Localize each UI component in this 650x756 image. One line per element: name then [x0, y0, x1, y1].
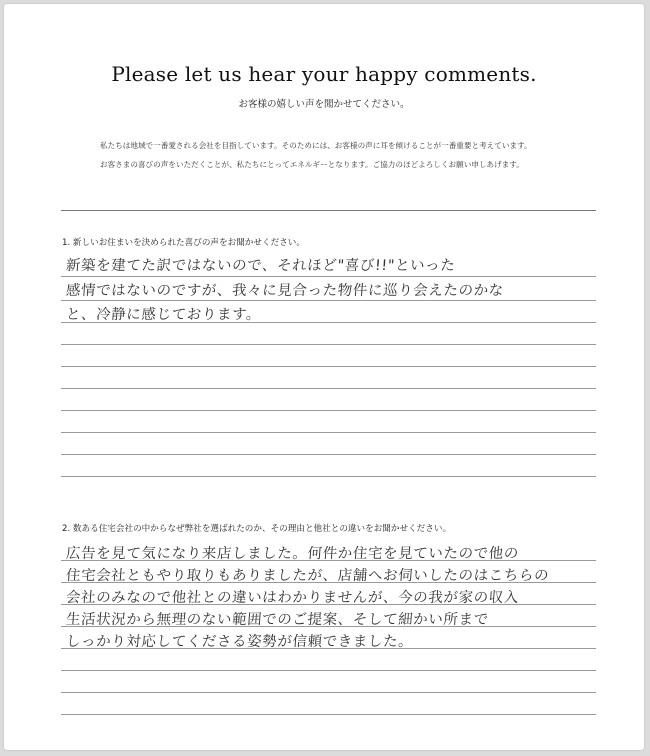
- handwritten-answer-line: 会社のみなので他社との違いはわかりませんが、今の我が家の収入: [65, 590, 520, 606]
- handwritten-answer-line: 感情ではないのですが、我々に見合った物件に巡り会えたのかな: [65, 283, 505, 299]
- intro-line: 私たちは地域で一番愛される会社を目指しています。そのためには、お客様の声に耳を傾けることが一番重要と考えています。: [100, 141, 532, 150]
- answer-line: [61, 476, 596, 477]
- answer-line: [61, 300, 596, 301]
- handwritten-answer-line: 新築を建てた訳ではないので、それほど"喜び!!"といった: [65, 258, 456, 274]
- page-subtitle: お客様の嬉しい声を聞かせてください。: [238, 99, 410, 110]
- page-title: Please let us hear your happy comments.: [111, 62, 537, 86]
- answer-line: [61, 692, 596, 693]
- handwritten-answer-line: しっかり対応してくださる姿勢が信頼できました。: [65, 634, 414, 650]
- answer-line: [61, 344, 596, 345]
- question-2-label: 2. 数ある住宅会社の中からなぜ弊社を選ばれたのか、その理由と他社との違いをお聞かせください。: [62, 524, 452, 534]
- handwritten-answer-line: 広告を見て気になり来店しました。何件か住宅を見ていたので他の: [65, 546, 520, 562]
- answer-line: [61, 714, 596, 715]
- handwritten-answer-line: と、冷静に感じております。: [65, 307, 262, 323]
- survey-sheet: [4, 4, 644, 750]
- divider: [61, 210, 596, 211]
- question-1-label: 1. 新しいお住まいを決められた喜びの声をお聞かせください。: [62, 238, 305, 248]
- answer-line: [61, 276, 596, 277]
- answer-line: [61, 432, 596, 433]
- answer-line: [61, 410, 596, 411]
- handwritten-answer-line: 住宅会社ともやり取りもありましたが、店舗へお伺いしたのはこちらの: [65, 568, 550, 584]
- handwritten-answer-line: 生活状況から無理のない範囲でのご提案、そして細かい所まで: [65, 612, 490, 628]
- answer-line: [61, 670, 596, 671]
- answer-line: [61, 388, 596, 389]
- answer-line: [61, 454, 596, 455]
- answer-line: [61, 366, 596, 367]
- intro-line: お客さまの喜びの声をいただくことが、私たちにとってエネルギーとなります。ご協力のほどよろしくお願い申しあげます。: [100, 160, 524, 169]
